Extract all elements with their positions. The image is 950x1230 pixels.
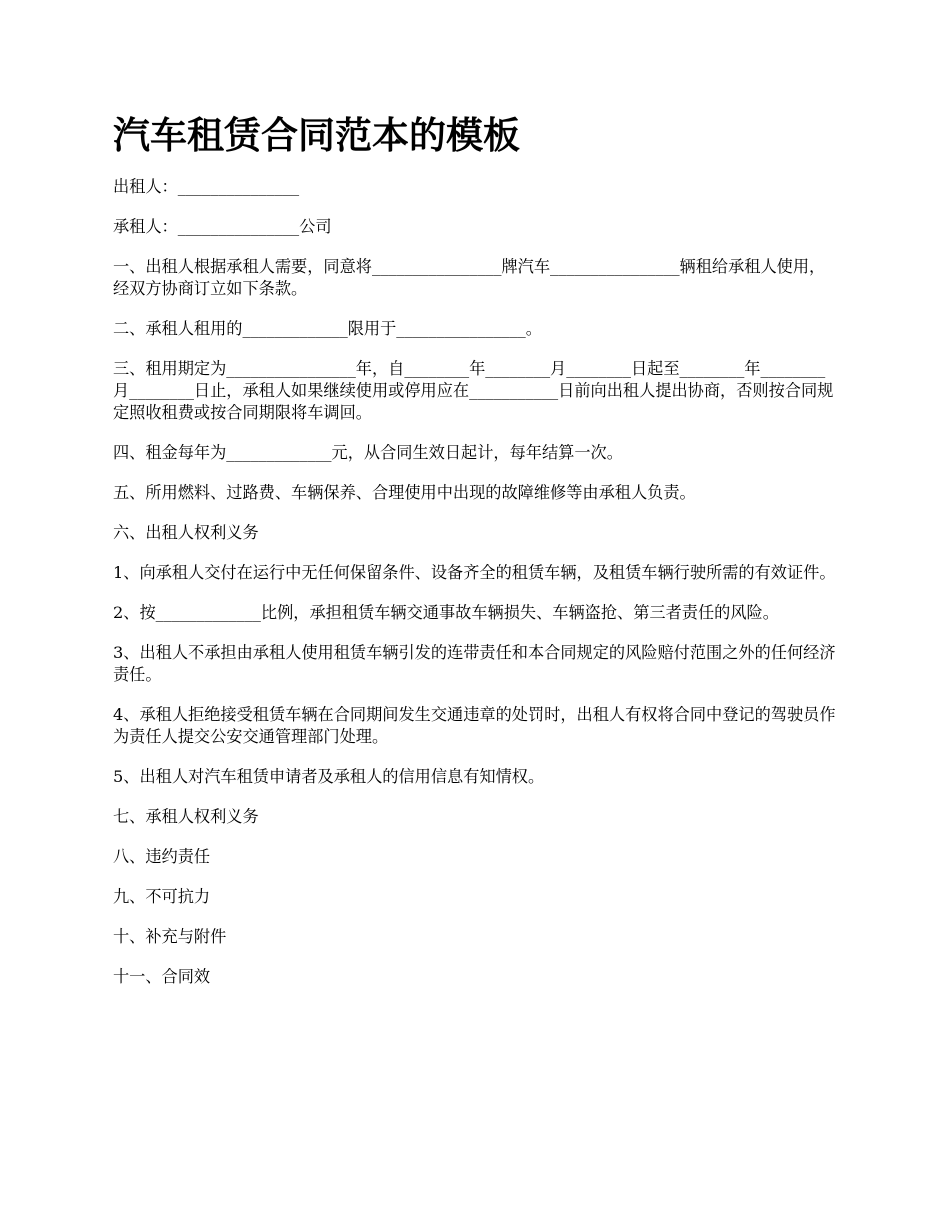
lessor-line: 出租人：_______________ [113, 177, 300, 196]
item-6-4: 4、承租人拒绝接受租赁车辆在合同期间发生交通违章的处罚时，出租人有权将合同中登记的驾驶员作为责任人提交公安交通管理部门处理。 [113, 705, 836, 746]
section-heading-9: 九、不可抗力 [113, 887, 211, 906]
section-heading-6: 六、出租人权利义务 [113, 523, 259, 542]
item-6-2: 2、按_____________比例，承担租赁车辆交通事故车辆损失、车辆盗抢、第三者责任的风险。 [113, 603, 779, 622]
document-page [113, 108, 840, 1006]
section-heading-8: 八、违约责任 [113, 847, 211, 866]
item-6-5: 5、出租人对汽车租赁申请者及承租人的信用信息有知情权。 [113, 767, 545, 786]
section-heading-10: 十、补充与附件 [113, 927, 227, 946]
item-6-1: 1、向承租人交付在运行中无任何保留条件、设备齐全的租赁车辆，及租赁车辆行驶所需的有效证件。 [113, 563, 836, 582]
section-heading-11: 十一、合同效 [113, 967, 211, 986]
clause-2: 二、承租人租用的_____________限用于________________。 [113, 319, 542, 338]
clause-4: 四、租金每年为_____________元，从合同生效日起计，每年结算一次。 [113, 443, 623, 462]
clause-1: 一、出租人根据承租人需要，同意将________________牌汽车________________辆租给承租人使用，经双方协商订立如下条款。 [113, 257, 826, 298]
clause-3: 三、租用期定为________________年，自________年________月________日起至________年________月________日止，承租人如果继续使用或停用应在___________日前向出租人提出协商，否则按合同规定照收租费或按合同期限将车调回。 [113, 359, 834, 422]
clause-5: 五、所用燃料、过路费、车辆保养、合理使用中出现的故障维修等由承租人负责。 [113, 483, 696, 502]
document-title: 汽车租赁合同范本的模板 [113, 114, 520, 157]
item-6-3: 3、出租人不承担由承租人使用租赁车辆引发的连带责任和本合同规定的风险赔付范围之外的任何经济责任。 [113, 643, 836, 684]
section-heading-7: 七、承租人权利义务 [113, 807, 259, 826]
lessee-line: 承租人：_______________公司 [113, 217, 332, 236]
